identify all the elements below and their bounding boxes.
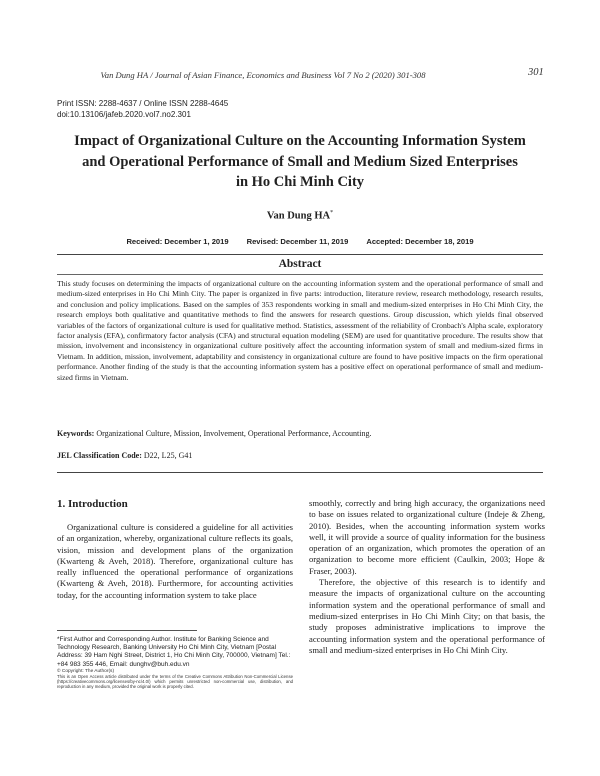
intro-paragraph-3: Therefore, the objective of this research is to identify and measure the impacts of organizational culture on the accounting information system and the operational performance of small and medium-sized enterprises in Ho Chi Minh City; on that basis, the study proposes administrative implications to improve the accounting information system and the operational performance of small and medium-sized enterprises in Ho Chi Minh City. — [309, 577, 545, 655]
footnote — [57, 636, 293, 689]
article-title — [40, 131, 560, 193]
author-line — [0, 210, 600, 222]
publication-info — [57, 98, 228, 120]
section-heading: 1. Introduction — [57, 498, 128, 510]
doi-line: doi:10.13106/jafeb.2020.vol7.no2.301 — [57, 110, 191, 119]
page-number: 301 — [528, 67, 544, 78]
footnote-author-info: *First Author and Corresponding Author. Institute for Banking Science and Technology Research, Banking University Ho Chi Minh City, Vietnam [Postal Address: 39 Ham Nghi Street, District 1, Ho Chi Minh City, 700000, Vietnam] Tel.: +84 983 355 446, Email: dunghv@buh.edu.vn — [57, 636, 291, 668]
intro-paragraph-2: smoothly, correctly and bring high accuracy, the organizations need to base on issues related to organizational culture (Indeje & Zheng, 2010). Besides, when the accounting information system works well, it will provide a source of quality information for the business operation of an organization, which promotes the operation of an organization to become more efficient (Caulkin, 2003; Hope & Fraser, 2003). — [309, 498, 545, 576]
title-line-1: Impact of Organizational Culture on the Accounting Information System — [74, 133, 526, 149]
keywords — [57, 429, 543, 438]
issn-line: Print ISSN: 2288-4637 / Online ISSN 2288-4645 — [57, 99, 229, 108]
revised-date: Revised: December 11, 2019 — [246, 237, 349, 246]
license-text: This is an Open Access article distributed under the terms of the Creative Commons Attribution Non-Commercial License (https://creativecommons.org/licenses/by-nc/4.0/) which permits unrestricted non-commercial use, distribution, and reproduction in any medium, provided the original work is properly cited. — [57, 674, 293, 690]
jel-label: JEL Classification Code: — [57, 451, 142, 460]
keywords-value: Organizational Culture, Mission, Involvement, Operational Performance, Accounting. — [96, 429, 372, 438]
keywords-label: Keywords: — [57, 429, 95, 438]
right-column — [309, 498, 545, 656]
author-name: Van Dung HA — [266, 210, 331, 222]
abstract-heading: Abstract — [278, 258, 322, 270]
author-mark: * — [330, 210, 334, 216]
abstract-paragraph: This study focuses on determining the impacts of organizational culture on the accounting information system and the operational performance of small and medium-sized enterprises in Ho Chi Minh City. The paper is organized in five parts: introduction, literature review, research methodology, research results, and conclusion and policy implications. Based on the samples of 353 respondents working in small and medium-sized enterprises in Ho Chi Minh City, the research employs both qualitative and quantitative methods to find the answers for research questions. Group discussion, which yields final observed variables of the factors of organizational culture is used for qualitative method. Statistics, assessment of the reliability of Cronbach's Alpha scale, exploratory factor analysis (EFA), confirmatory factor analysis (CFA) and structural equation modeling (SEM) are used for quantitative procedure. The results show that mission, involvement and inconsistency in organizational culture positively affect the accounting information system of small and medium-sized firms in Vietnam. In addition, mission, involvement, adaptability and consistency in organizational culture are found to have positive impacts on the firm operational performance. Another finding of the study is that the accounting information system has a positive effect on operational performance of small and medium-sized firms in Vietnam. — [57, 279, 543, 382]
jel-value: D22, L25, G41 — [143, 451, 193, 460]
footnote-rule — [57, 630, 197, 631]
abstract-heading-rule — [57, 274, 543, 275]
copyright-line: © Copyright: The Author(s) — [57, 668, 115, 674]
title-line-2: and Operational Performance of Small and Medium Sized Enterprises — [82, 153, 518, 170]
left-column — [57, 498, 293, 601]
running-head: Van Dung HA / Journal of Asian Finance, Economics and Business Vol 7 No 2 (2020) 301-308 — [100, 70, 426, 80]
abstract-text — [57, 279, 543, 383]
abstract-bottom-rule — [57, 472, 543, 473]
received-date: Received: December 1, 2019 — [126, 237, 229, 246]
title-line-3: in Ho Chi Minh City — [235, 174, 365, 190]
accepted-date: Accepted: December 18, 2019 — [366, 237, 474, 246]
jel-codes — [57, 451, 543, 460]
abstract-top-rule — [57, 254, 543, 255]
intro-paragraph-1: Organizational culture is considered a guideline for all activities of an organization, whereby, organizational culture reflects its goals, vision, mission and development plans of the organization (Kwarteng & Aveh, 2018). Therefore, organizational culture has really influenced the operational performance of organizations (Kwarteng & Aveh, 2018). Furthermore, for accounting activities today, for the accounting information system to take place — [57, 522, 293, 600]
submission-dates — [57, 237, 543, 246]
